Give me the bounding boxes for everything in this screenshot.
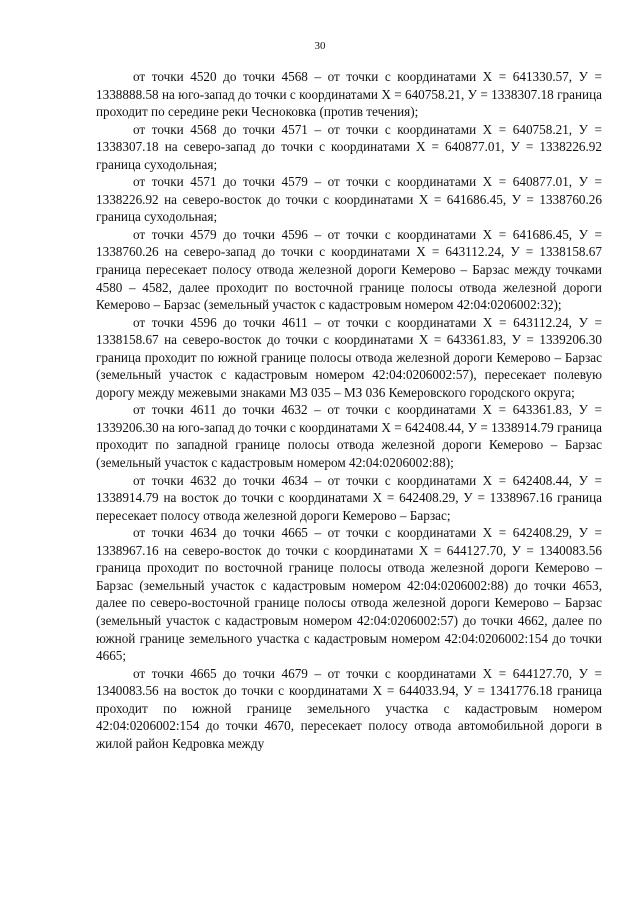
page-number: 30 bbox=[314, 40, 326, 52]
paragraph-4634-4665: от точки 4634 до точки 4665 – от точки с координатами Х = 642408.29, У = 1338967.16 на северо-восток до точки с координатами Х = 644127.70, У = 1340083.56 граница проходит по восточной границе полосы отвода железной дороги Кемерово – Барзас (земельный участок с кадастровым номером 42:04:0206002:88) до точки 4653, далее по северо-восточной границе полосы отвода железной дороги Кемерово – Барзас (земельный участок с кадастровым номером 42:04:0206002:57) до точки 4662, далее по южной границе земельного участка с кадастровым номером 42:04:0206002:154 до точки 4665; bbox=[96, 525, 602, 664]
paragraph-4596-4611: от точки 4596 до точки 4611 – от точки с координатами Х = 643112.24, У = 1338158.67 на северо-восток до точки с координатами Х = 643361.83, У = 1339206.30 граница проходит по южной границе полосы отвода железной дороги Кемерово – Барзас (земельный участок с кадастровым номером 42:04:0206002:57), пересекает полевую дорогу между межевыми знаками МЗ 035 – МЗ 036 Кемеровского городского округа; bbox=[96, 314, 602, 400]
paragraph-4665-4679: от точки 4665 до точки 4679 – от точки с координатами Х = 644127.70, У = 1340083.56 на восток до точки с координатами Х = 644033.94, У = 1341776.18 граница проходит по южной границе земельного участка с кадастровым номером 42:04:0206002:154 до точки 4670, пересекает полосу отвода автомобильной дороги в жилой район Кедровка между bbox=[96, 665, 602, 751]
paragraph-4571-4579: от точки 4571 до точки 4579 – от точки с координатами Х = 640877.01, У = 1338226.92 на северо-восток до точки с координатами Х = 641686.45, У = 1338760.26 граница суходольная; bbox=[96, 174, 602, 225]
paragraph-4520-4568: от точки 4520 до точки 4568 – от точки с координатами Х = 641330.57, У = 1338888.58 на юго-запад до точки с координатами Х = 640758.21, У = 1338307.18 граница проходит по середине реки Чесноковка (против течения); bbox=[96, 69, 602, 120]
document-body bbox=[96, 68, 602, 752]
paragraph-4632-4634: от точки 4632 до точки 4634 – от точки с координатами Х = 642408.44, У = 1338914.79 на восток до точки с координатами Х = 642408.29, У = 1338967.16 граница пересекает полосу отвода железной дороги Кемерово – Барзас; bbox=[96, 472, 602, 523]
paragraph-4568-4571: от точки 4568 до точки 4571 – от точки с координатами Х = 640758.21, У = 1338307.18 на северо-запад до точки с координатами Х = 640877.01, У = 1338226.92 граница суходольная; bbox=[96, 121, 602, 172]
paragraph-4611-4632: от точки 4611 до точки 4632 – от точки с координатами Х = 643361.83, У = 1339206.30 на юго-запад до точки с координатами Х = 642408.44, У = 1338914.79 граница проходит по западной границе полосы отвода железной дороги Кемерово – Барзас (земельный участок с кадастровым номером 42:04:0206002:88); bbox=[96, 402, 602, 471]
paragraph-4579-4596: от точки 4579 до точки 4596 – от точки с координатами Х = 641686.45, У = 1338760.26 на северо-запад до точки с координатами Х = 643112.24, У = 1338158.67 граница пересекает полосу отвода железной дороги Кемерово – Барзас между точками 4580 – 4582, далее проходит по восточной границе полосы отвода железной дороги Кемерово – Барзас (земельный участок с кадастровым номером 42:04:0206002:32); bbox=[96, 226, 602, 313]
